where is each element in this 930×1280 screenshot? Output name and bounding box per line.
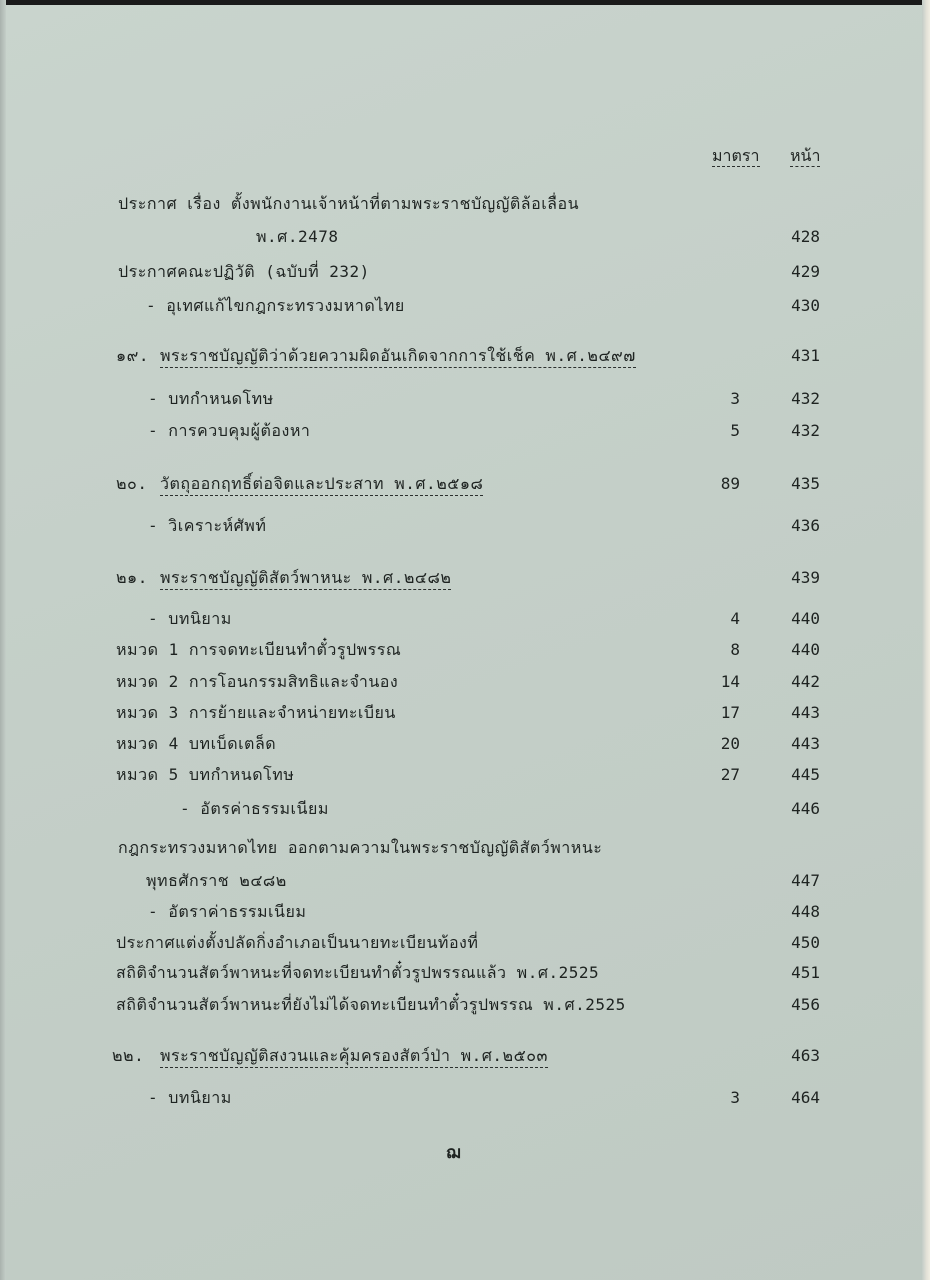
column-header-section: มาตรา [712, 146, 760, 165]
toc-entry-page: 448 [791, 902, 820, 921]
toc-entry-title: พ.ศ.2478 [256, 227, 339, 246]
toc-entry-section: 3 [730, 389, 740, 408]
toc-entry-page: 440 [791, 640, 820, 659]
toc-entry-title: - บทนิยาม [148, 609, 232, 628]
toc-entry-title: ประกาศ เรื่อง ตั้งพนักงานเจ้าหน้าที่ตามพระราชบัญญัติล้อเลื่อน [118, 194, 580, 213]
toc-entry-title: - วิเคราะห์ศัพท์ [148, 516, 267, 535]
toc-entry-page: 430 [791, 296, 820, 315]
toc-entry-title: หมวด 2 การโอนกรรมสิทธิและจำนอง [116, 672, 399, 691]
toc-chapter-title: พระราชบัญญัติสงวนและคุ้มครองสัตว์ป่า พ.ศ.๒๕๐๓ [160, 1046, 548, 1068]
toc-entry-page: 450 [791, 933, 820, 952]
page-marker: ฌ [446, 1143, 461, 1163]
toc-entry-page: 463 [791, 1046, 820, 1065]
toc-entry-page: 443 [791, 734, 820, 753]
scan-border-left [0, 0, 6, 1280]
toc-chapter-number: ๒๑. [116, 568, 148, 587]
toc-entry-page: 432 [791, 421, 820, 440]
toc-entry-section: 27 [720, 765, 740, 784]
toc-entry-title: พุทธศักราช ๒๔๘๒ [146, 871, 287, 890]
toc-entry-title: ประกาศคณะปฏิวัติ (ฉบับที่ 232) [118, 262, 370, 281]
toc-chapter-number: ๒๐. [116, 474, 148, 493]
toc-entry-page: 447 [791, 871, 820, 890]
toc-entry-section: 8 [730, 640, 740, 659]
toc-chapter-title: พระราชบัญญัติว่าด้วยความผิดอันเกิดจากการใช้เช็ค พ.ศ.๒๔๙๗ [160, 346, 636, 368]
toc-entry-section: 89 [720, 474, 740, 493]
toc-entry-page: 431 [791, 346, 820, 365]
toc-entry-title: - การควบคุมผู้ต้องหา [148, 421, 311, 440]
toc-entry-title: สถิติจำนวนสัตว์พาหนะที่ยังไม่ได้จดทะเบียนทำตั๋วรูปพรรณ พ.ศ.2525 [116, 995, 626, 1014]
toc-entry-page: 429 [791, 262, 820, 281]
scan-border-top [0, 0, 930, 5]
toc-entry-page: 436 [791, 516, 820, 535]
toc-entry-title: หมวด 1 การจดทะเบียนทำตั๋วรูปพรรณ [116, 640, 402, 659]
toc-entry-page: 451 [791, 963, 820, 982]
column-header-page: หน้า [790, 146, 821, 165]
toc-entry-title: หมวด 4 บทเบ็ดเตล็ด [116, 734, 277, 753]
toc-entry-title: หมวด 3 การย้ายและจำหน่ายทะเบียน [116, 703, 396, 722]
toc-entry-title: - บทกำหนดโทษ [148, 389, 274, 408]
toc-chapter-number: ๒๒. [112, 1046, 145, 1065]
toc-entry-title: หมวด 5 บทกำหนดโทษ [116, 765, 295, 784]
toc-entry-page: 428 [791, 227, 820, 246]
toc-entry-section: 17 [720, 703, 740, 722]
toc-chapter-title: พระราชบัญญัติสัตว์พาหนะ พ.ศ.๒๔๘๒ [160, 568, 451, 590]
toc-entry-page: 446 [791, 799, 820, 818]
toc-entry-section: 5 [730, 421, 740, 440]
scan-border-right [922, 0, 930, 1280]
toc-entry-page: 443 [791, 703, 820, 722]
toc-entry-page: 432 [791, 389, 820, 408]
toc-entry-section: 3 [730, 1088, 740, 1107]
toc-entry-title: - อุเทศแก้ไขกฎกระทรวงมหาดไทย [146, 296, 405, 315]
toc-entry-title: กฎกระทรวงมหาดไทย ออกตามความในพระราชบัญญัติสัตว์พาหนะ [118, 838, 603, 857]
toc-chapter-title: วัตถุออกฤทธิ์ต่อจิตและประสาท พ.ศ.๒๕๑๘ [160, 474, 483, 496]
toc-chapter-number: ๑๙. [116, 346, 150, 365]
toc-entry-page: 464 [791, 1088, 820, 1107]
toc-entry-title: - อัตรค่าธรรมเนียม [180, 799, 329, 818]
toc-entry-section: 14 [720, 672, 740, 691]
toc-entry-page: 442 [791, 672, 820, 691]
toc-entry-page: 439 [791, 568, 820, 587]
toc-entry-page: 456 [791, 995, 820, 1014]
toc-entry-title: - บทนิยาม [148, 1088, 232, 1107]
toc-entry-title: ประกาศแต่งตั้งปลัดกิ่งอำเภอเป็นนายทะเบียนท้องที่ [116, 933, 479, 952]
toc-entry-title: - อัตราค่าธรรมเนียม [148, 902, 307, 921]
toc-entry-section: 4 [730, 609, 740, 628]
toc-entry-page: 440 [791, 609, 820, 628]
toc-entry-page: 445 [791, 765, 820, 784]
toc-entry-title: สถิติจำนวนสัตว์พาหนะที่จดทะเบียนทำตั๋วรูปพรรณแล้ว พ.ศ.2525 [116, 963, 600, 982]
toc-entry-page: 435 [791, 474, 820, 493]
toc-entry-section: 20 [720, 734, 740, 753]
